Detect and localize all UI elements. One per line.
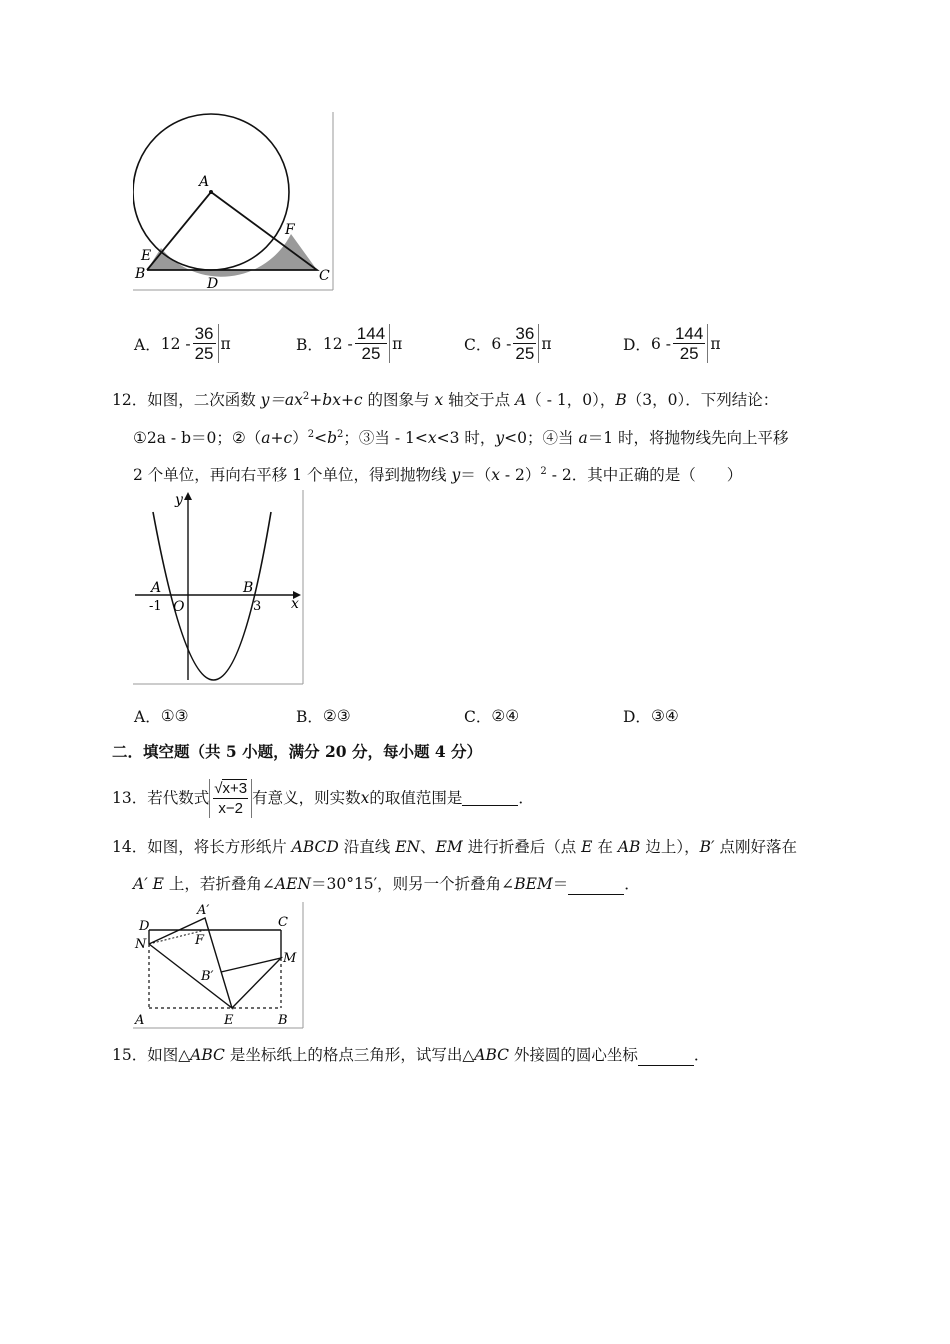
q11-option-b: B． 12 - $\frac{144}{25}$ π (296, 324, 403, 363)
q15-answer-blank[interactable] (638, 1051, 694, 1066)
q12-option-d: D． ③④ (623, 707, 679, 726)
q13: 13． 若代数式 $\frac{√x+3}{x-2}$ 有意义，则实数 x 的取值范围是 ． (112, 779, 534, 817)
q11-figure (133, 112, 335, 292)
q12-option-b: B． ②③ (296, 707, 351, 726)
label-b: B (135, 266, 146, 282)
q12-line-2: ①2a - b＝0；$②(a+c)^2<b^2$；③当 - 1<x<3 时，y<0；④当 a＝1 时，将抛物线先向上平移 (133, 429, 789, 448)
label-a: A (135, 1013, 145, 1028)
label-a: A (151, 580, 162, 596)
label-d: D (139, 919, 150, 934)
label-e: E (141, 248, 152, 264)
q14-line-2: A′ E 上，若折叠角∠AEN＝30°15′，则另一个折叠角∠BEM＝ ． (133, 875, 640, 893)
label-m: M (283, 951, 297, 966)
q11-option-d: D． 6 - $\frac{144}{25}$ π (623, 324, 721, 363)
label-c: C (278, 915, 288, 930)
q13-fraction: $\frac{√x+3}{x-2}$ (209, 779, 252, 818)
label-3: 3 (253, 599, 262, 614)
label-y: y (175, 492, 183, 508)
label-a: A (199, 174, 210, 190)
label-b: B (243, 580, 254, 596)
label-x: x (291, 596, 299, 612)
q11-option-a: A． 12 - $\frac{36}{25}$ π (134, 324, 231, 363)
q11-option-c: C． 6 - $\frac{36}{25}$ π (464, 324, 552, 363)
q12-figure (133, 488, 305, 686)
label-e: E (224, 1013, 234, 1028)
q15: 15．如图△ABC 是坐标纸上的格点三角形，试写出△ABC 外接圆的圆心坐标 ． (112, 1046, 710, 1064)
label-c: C (319, 268, 330, 284)
q14-figure (133, 900, 305, 1030)
q12-line-1: 12．如图，二次函数 $y=ax^2+bx+c$ 的图象与 x 轴交于点 A（ - 1，0），B（3，0）．下列结论： (112, 391, 779, 410)
label-f: F (285, 222, 295, 238)
q12-line-3: 2 个单位，再向右平移 1 个单位，得到抛物线 y＝（x - 2）$^2$ - 2．其中正确的是（ ） (133, 466, 743, 485)
section-2-heading: 二．填空题（共 5 小题，满分 20 分，每小题 4 分） (112, 742, 483, 761)
label-a-prime: A′ (197, 903, 210, 918)
label-b-prime: B′ (201, 969, 214, 984)
label-o: O (173, 599, 185, 615)
label-f: F (195, 933, 205, 948)
label-d: D (207, 276, 219, 292)
label-n: N (135, 937, 147, 952)
label-b: B (278, 1013, 288, 1028)
q14-line-1: 14．如图，将长方形纸片 ABCD 沿直线 EN、EM 进行折叠后（点 E 在 AB 边上），B′ 点刚好落在 (112, 838, 797, 856)
q12-option-c: C． ②④ (464, 707, 520, 726)
q13-answer-blank[interactable] (462, 791, 518, 806)
label-minus1: -1 (149, 599, 162, 614)
q14-answer-blank[interactable] (568, 880, 624, 895)
q12-option-a: A． ①③ (134, 707, 189, 726)
parabola (153, 512, 271, 680)
